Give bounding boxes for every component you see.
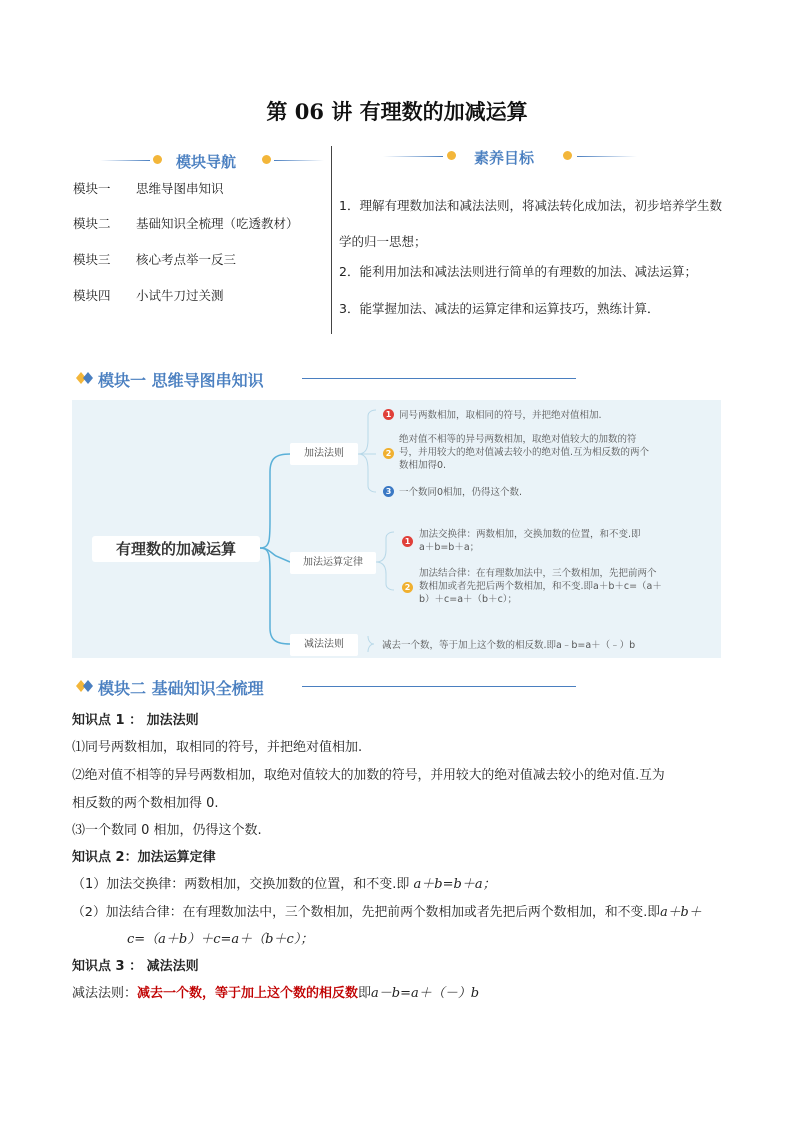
addition-rule-2-line: 数相加得0. <box>399 460 447 471</box>
addition-rule-1: 同号两数相加，取相同的符号，并把绝对值相加. <box>399 410 602 421</box>
associative-law-line: 加法结合律：在有理数加法中，三个数相加，先把前两个 <box>419 568 657 579</box>
nav-item-3[interactable] <box>73 250 236 268</box>
subtraction-rule: 减去一个数，等于加上这个数的相反数.即a﹣b=a＋（﹣）b <box>382 640 636 651</box>
mind-map-root: 有理数的加减运算 <box>92 536 260 562</box>
knowledge-point-1-line-2a: ⑵绝对值不相等的异号两数相加，取绝对值较大的加数的符号，并用较大的绝对值减去较小的绝对值.互为 <box>72 768 665 783</box>
diamond-icon <box>76 371 94 385</box>
addition-rule-2-line: 号，并用较大的绝对值减去较小的绝对值.互为相反数的两个 <box>399 447 650 458</box>
nav-item-1[interactable] <box>73 179 224 197</box>
nav-item-value: 核心考点举一反三 <box>136 252 237 267</box>
knowledge-point-1-line-3: ⑶一个数同 0 相加，仍得这个数. <box>72 823 262 838</box>
knowledge-point-1-line-2b: 相反数的两个数相加得 0. <box>72 796 219 811</box>
goal-2: 2．能利用加法和减法法则进行简单的有理数的加法、减法运算； <box>339 264 697 279</box>
addition-rule-2-line: 绝对值不相等的异号两数相加，取绝对值较大的加数的符 <box>399 434 637 445</box>
knowledge-point-1-title: 知识点 1 ： 加法法则 <box>72 713 199 728</box>
nav-item-value: 基础知识全梳理（吃透教材） <box>136 216 299 231</box>
associative-law-formula-b: c=（a＋b）＋c=a＋（b＋c）； <box>127 932 314 947</box>
badge-1: 1 <box>402 536 413 547</box>
module2-header: 模块二 基础知识全梳理 <box>98 679 264 698</box>
branch-addition-laws: 加法运算定律 <box>290 552 376 574</box>
goals-header: 素养目标 <box>474 149 535 167</box>
nav-header-dot-right <box>262 155 271 164</box>
goals-header-line-right <box>577 156 637 157</box>
page-title: 第 06 讲 有理数的加减运算 <box>266 99 528 124</box>
module1-header: 模块一 思维导图串知识 <box>98 371 264 390</box>
nav-item-key: 模块一 <box>73 181 111 196</box>
goals-header-dot-right <box>563 151 572 160</box>
knowledge-point-3-line <box>72 982 479 1001</box>
associative-law-line: 数相加或者先把后两个数相加，和不变.即a＋b＋c=（a＋ <box>419 581 662 592</box>
goals-header-line-left <box>383 156 443 157</box>
knowledge-point-1-line-1: ⑴同号两数相加，取相同的符号，并把绝对值相加. <box>72 740 363 755</box>
branch-subtraction-rule: 减法法则 <box>290 634 358 656</box>
goals-header-dot-left <box>447 151 456 160</box>
knowledge-point-2-title: 知识点 2：加法运算定律 <box>72 850 216 865</box>
nav-item-4[interactable] <box>73 286 224 304</box>
nav-item-key: 模块四 <box>73 288 111 303</box>
diamond-icon <box>76 679 94 693</box>
commutative-law-formula: a＋b=b＋a； <box>413 877 496 892</box>
goal-3: 3．能掌握加法、减法的运算定律和运算技巧，熟练计算． <box>339 301 660 316</box>
badge-3: 3 <box>383 486 394 497</box>
column-divider <box>331 146 332 334</box>
nav-header: 模块导航 <box>176 153 237 171</box>
addition-rule-2 <box>399 433 649 472</box>
badge-2: 2 <box>402 582 413 593</box>
nav-item-value: 小试牛刀过关测 <box>136 288 224 303</box>
nav-item-value: 思维导图串知识 <box>136 181 224 196</box>
commutative-law-line: a＋b=b＋a； <box>419 542 480 553</box>
goal-1: 1．理解有理数加法和减法法则，将减法转化成加法，初步培养学生数学的归一思想； <box>339 198 722 249</box>
badge-2: 2 <box>383 448 394 459</box>
addition-rule-3: 一个数同0相加，仍得这个数. <box>399 487 523 498</box>
nav-item-key: 模块二 <box>73 216 111 231</box>
commutative-law-line: 加法交换律：两数相加，交换加数的位置，和不变.即 <box>419 529 641 540</box>
knowledge-point-2-line-2 <box>72 901 702 920</box>
subtraction-rule-highlight: 减去一个数，等于加上这个数的相反数 <box>137 986 359 1001</box>
commutative-law-text: （1）加法交换律：两数相加，交换加数的位置，和不变.即 <box>72 877 414 892</box>
associative-law-line: b）＋c=a＋（b＋c）； <box>419 594 518 605</box>
badge-1: 1 <box>383 409 394 420</box>
nav-item-2[interactable] <box>73 214 299 232</box>
nav-header-line-right <box>274 160 324 161</box>
associative-law-formula-a: a＋b＋ <box>660 905 702 920</box>
subtraction-rule-formula: a－b=a＋（－）b <box>371 986 480 1001</box>
nav-header-dot-left <box>153 155 162 164</box>
subtraction-rule-label: 减法法则： <box>72 986 138 1001</box>
nav-header-line-left <box>100 160 150 161</box>
associative-law-text: （2）加法结合律：在有理数加法中，三个数相加，先把前两个数相加或者先把后两个数相加，和不变.即 <box>72 905 661 920</box>
branch-addition-rule: 加法法则 <box>290 443 358 465</box>
knowledge-point-3-title: 知识点 3 ： 减法法则 <box>72 959 199 974</box>
subtraction-rule-suffix: 即 <box>358 986 372 1001</box>
knowledge-point-2-line-1 <box>72 873 496 892</box>
nav-item-key: 模块三 <box>73 252 111 267</box>
commutative-law <box>419 528 641 554</box>
module2-header-line <box>302 686 576 687</box>
module1-header-line <box>302 378 576 379</box>
mind-map <box>72 400 721 658</box>
associative-law <box>419 567 662 606</box>
